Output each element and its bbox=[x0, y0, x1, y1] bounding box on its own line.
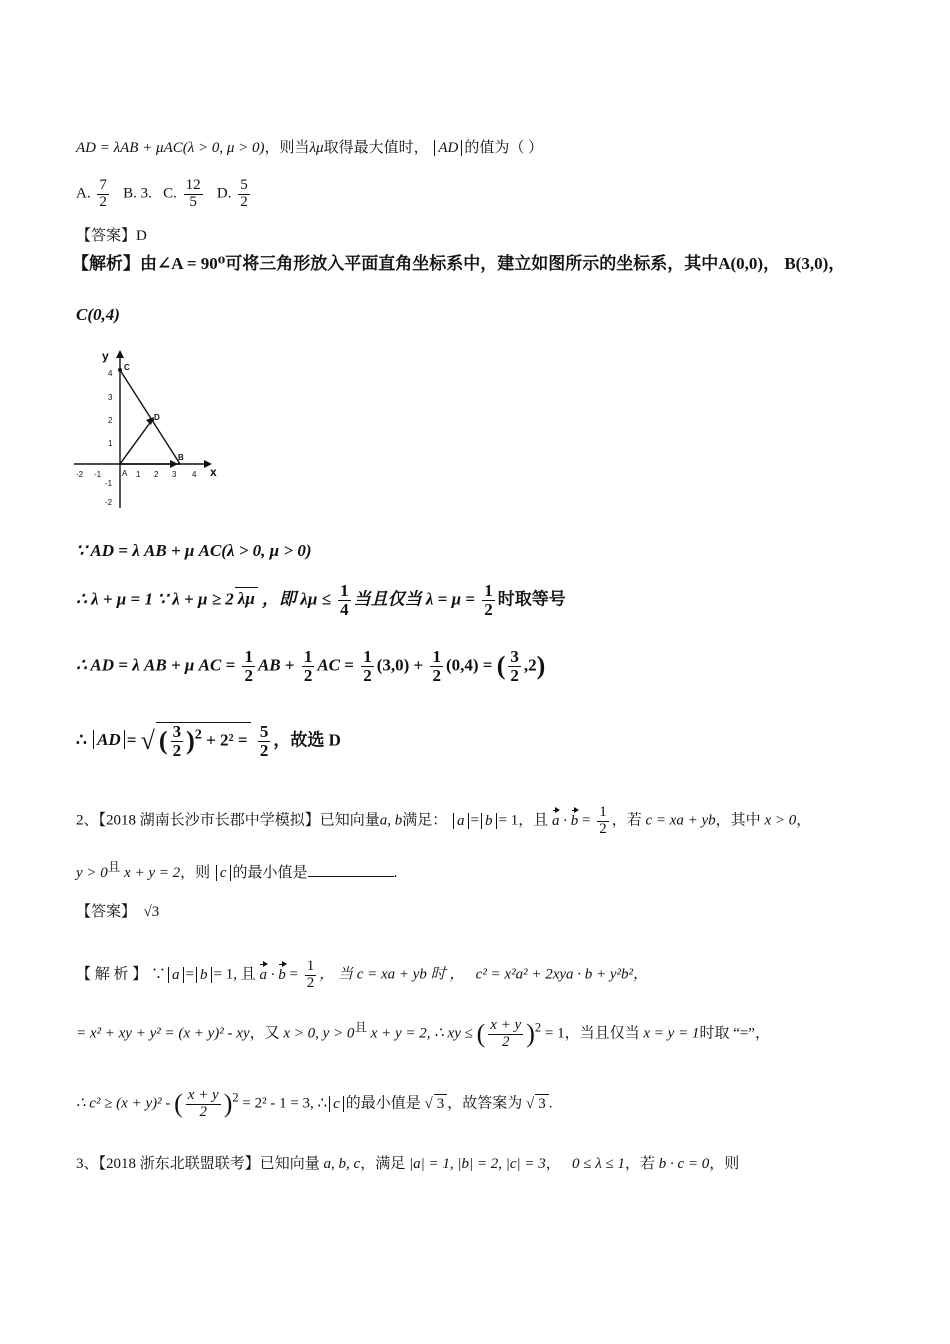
problem1-options: A. $\frac{7}{2}$ B. 3. C. $\frac{12}{5}$ D. $\frac{5}{2}$ bbox=[76, 177, 248, 210]
option-c-fraction: $\frac{12}{5}$ bbox=[185, 177, 201, 210]
solution-step-1: ∵ AD = λ AB + μ AC(λ > 0, μ > 0) bbox=[76, 541, 312, 560]
vector-decomposition-formula: AD = λAB + μAC(λ > 0, μ > 0) bbox=[76, 140, 265, 156]
problem2-stem-1: 2、【2018 湖南长沙市长郡中学模拟】已知向量a, b满足： a = b = 1，且 a · b = $\frac{1}{2}$ ，若 c = xa + yb，其中 x > 0， bbox=[76, 804, 812, 837]
coordinate-graph bbox=[68, 348, 228, 513]
problem2-answer: 【答案】 √3 bbox=[76, 904, 160, 920]
problem2-analysis-2: = x² + xy + y² = (x + y)² - xy，又 x > 0, $y > 0^且$ x + y = 2, ∴ xy ≤ ( $\frac{x + y}{2}$ )$^2$ = 1，当且仅当 x = y = 1时取 “=”， bbox=[76, 1017, 770, 1050]
point-c-label: C bbox=[124, 363, 130, 372]
y-tick: -2 bbox=[105, 498, 113, 507]
y-tick: 3 bbox=[108, 393, 113, 402]
x-tick: 3 bbox=[172, 470, 177, 479]
solution-step-3: ∴ AD = λ AB + μ AC = $\frac{1}{2}$ AB + $\frac{1}{2}$ AC = $\frac{1}{2}$ (3,0) + $\frac{1}{2}$ (0,4) = ( $\frac{3}{2}$ ,2) bbox=[76, 647, 546, 685]
x-tick: -1 bbox=[94, 470, 102, 479]
y-tick: 4 bbox=[108, 369, 113, 378]
x-tick: 1 bbox=[136, 470, 141, 479]
x-tick: 2 bbox=[154, 470, 159, 479]
x-axis-label: x bbox=[210, 465, 217, 479]
option-a-fraction: $\frac{7}{2}$ bbox=[99, 177, 107, 210]
problem1-answer: 【答案】D bbox=[76, 228, 147, 244]
problem2-stem-2: $y > 0^且$ x + y = 2，则 c 的最小值是 . bbox=[76, 860, 398, 881]
problem3-stem: 3、【2018 浙东北联盟联考】已知向量 a, b, c，满足 |a| = 1, |b| = 2, |c| = 3， 0 ≤ λ ≤ 1，若 b · c = 0，则 bbox=[76, 1156, 740, 1172]
problem1-stem: AD = λAB + μAC(λ > 0, μ > 0)，则当λμ取得最大值时， AD 的值为（ ） bbox=[76, 140, 544, 156]
origin-label: A bbox=[122, 469, 128, 478]
problem2-analysis-1: 【 解 析 】 ∵ a = b = 1, 且 a · b = $\frac{1}{2}$ ， 当 c = xa + yb 时 ， c² = x²a² + 2xya · b + y²b²， bbox=[76, 958, 649, 991]
answer-blank bbox=[308, 862, 394, 877]
option-d-fraction: $\frac{5}{2}$ bbox=[240, 177, 248, 210]
y-axis-label: y bbox=[102, 349, 109, 363]
solution-step-2: ∴ λ + μ = 1 ∵ λ + μ ≥ 2 λμ ，即 λμ ≤ $\frac{1}{4}$ 当且仅当 λ = μ = $\frac{1}{2}$ 时取等号 bbox=[76, 581, 566, 619]
y-tick: -1 bbox=[105, 479, 113, 488]
abs-ad: AD bbox=[434, 140, 462, 156]
point-c-coord: C(0,4) bbox=[76, 305, 120, 324]
y-tick: 2 bbox=[108, 416, 113, 425]
point-d-label: D bbox=[154, 413, 160, 422]
x-tick: -2 bbox=[76, 470, 84, 479]
x-tick: 4 bbox=[192, 470, 197, 479]
solution-step-4: ∴ AD = √ ( $\frac{3}{2}$ )$^2$ + 2² = $\frac{5}{2}$ ，故选 D bbox=[76, 722, 341, 760]
problem1-analysis: 【解析】由∠A = 90⁰可将三角形放入平面直角坐标系中，建立如图所示的坐标系，其中A(0,0)， B(3,0)， bbox=[72, 254, 846, 273]
y-tick: 1 bbox=[108, 439, 113, 448]
problem2-analysis-3: ∴ c² ≥ (x + y)² - ( $\frac{x + y}{2}$ )$^2$ = 2² - 1 = 3, ∴ c 的最小值是 √ 3 ，故答案为 √ 3 . bbox=[76, 1087, 553, 1120]
point-b-label: B bbox=[178, 453, 184, 462]
